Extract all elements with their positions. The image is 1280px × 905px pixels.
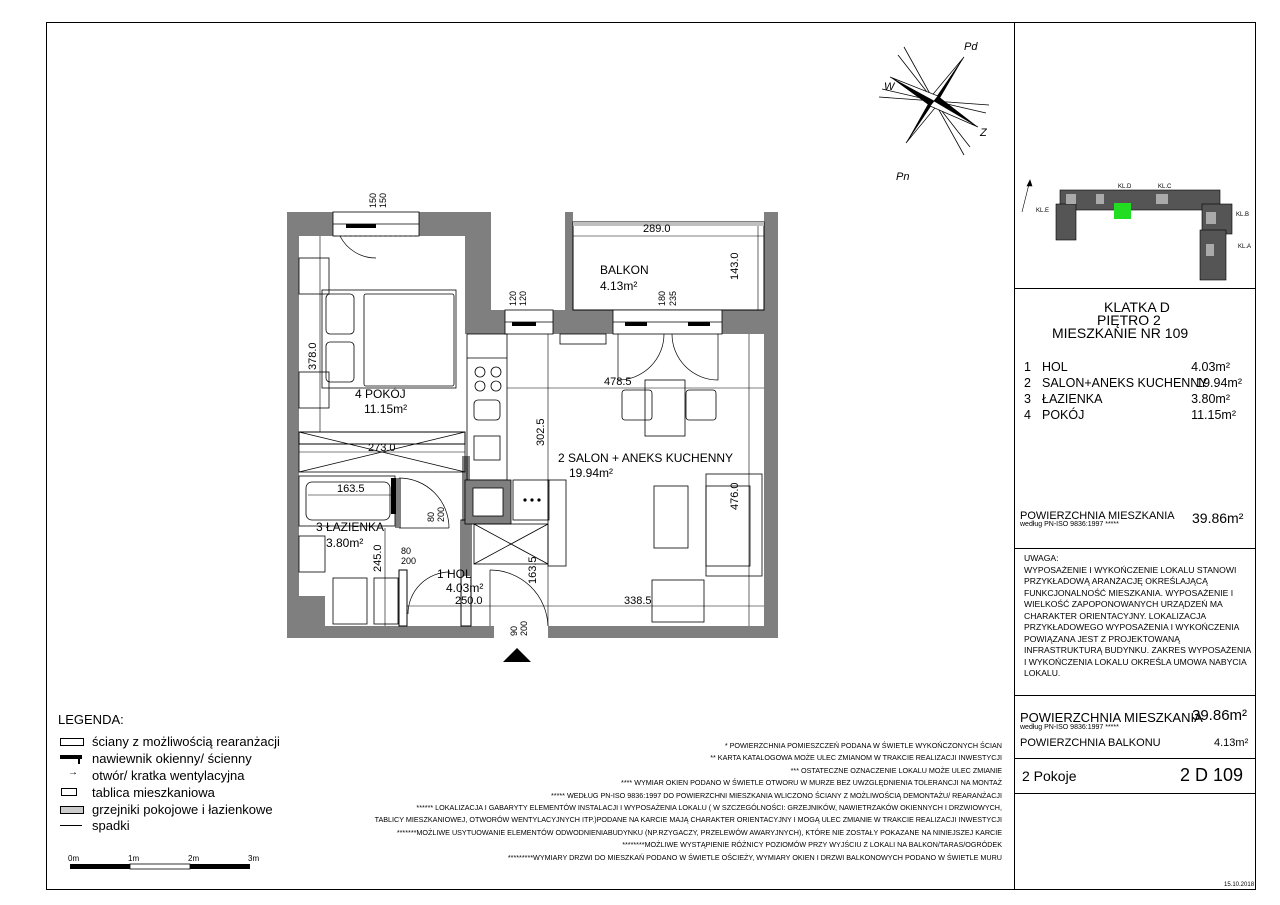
- door-80b: 80: [401, 546, 412, 556]
- key-plan: [1016, 174, 1254, 284]
- divider: [1014, 793, 1256, 794]
- win-120a: 120: [508, 290, 518, 306]
- rooms-list: [1024, 360, 1246, 424]
- dim-289: 289.0: [643, 223, 671, 235]
- uwaga-notice: UWAGA: WYPOSAŻENIE I WYKOŃCZENIE LOKALU STANOWI PRZYKŁADOWĄ ARANŻACJĘ OKREŚLAJĄCĄ FUNKCJONALNOŚĆ MIESZKANIA. WYPOSAŻENIE I WIELKOŚĆ ZAPOPONOWANYCH URZĄDZEŃ MA CHARAKTER ORIENTACYJNY. LOKALIZACJA PRZYKŁADOWEGO WYPOSAŻENIA I WYKOŃCZENIA POWIĄZANA JEST Z PROJEKTOWANĄ INFRASTRUKTURĄ BUDYNKU. ZAKRES WYPOSAŻENIA I WYKOŃCZENIA LOKALU OKREŚLA UMOWA NABYCIA LOKALU.: [1024, 553, 1252, 678]
- door-200c: 200: [519, 620, 529, 636]
- footnotes: * POWIERZCHNIA POMIESZCZEŃ PODANA W ŚWIETLE WYKOŃCZONYCH ŚCIAN ** KARTA KATALOGOWA MOŻE ULEC ZMIANOM W TRAKCIE REALIZACJI INWESTYCJI *** OSTATECZNE OZNACZENIE LOKALU MOŻE ULEC ZMIANIE **** WYMIAR OKIEN PODANO W ŚWIETLE OTWORU W MURZE BEZ UWZGLĘDNIENIA TOLERANCJI NA MONTAŻ ***** WEDŁUG PN-ISO 9836:1997 DO POWIERZCHNI MIESZKANIA WLICZONO ŚCIANY Z MOŻLIWOŚCIĄ DEMONTAŻU/ REARANŻACJI ****** LOKALIZACJA I GABARYTY ELEMENTÓW INSTALACJI I WYPOSAŻENIA LOKALU ( W SZCZEGÓLNOŚCI: GRZEJNIKÓW, NAWIETRZAKÓW OKIENNYCH I DRZWIOWYCH, TABLICY MIESZKANIOWEJ, OTWORÓW WENTYLACYJNYCH ITP.)PODANE NA KARCIE MAJĄ CHARAKTER ORIENTACYJNY I MOGĄ ULEC ZMIANIE W TRAKCIE REALIZACJI INWESTYCJI *******MOŻLIWE USYTUOWANIE ELEMENTÓW ODWODNIENIABUDYNKU (NP.RZYGACZY, PRZELEWÓW AWARYJNYCH), KTÓRE NIE ZOSTAŁY POKAZANE NA NINIEJSZEJ KARCIE ********MOŻLIWE WYSTĄPIENIE RÓŻNICY POZIOMÓW PRZY WYJŚCIU Z LOKALI NA BALKON/TARAS/OGRÓDEK *********WYMIARY DRZWI DO MIESZKAŃ PODANO W ŚWIETLE OŚCIEŻY, WYMIARY OKIEN I DRZWI BALKONOWYCH PODANO W ŚWIETLE MURU: [374, 741, 1002, 862]
- win-180: 180: [657, 290, 667, 306]
- wall-symbol-icon: [58, 735, 86, 747]
- legend-title: LEGENDA:: [58, 712, 124, 727]
- summary-area-label: POWIERZCHNIA MIESZKANIA: [1020, 710, 1203, 725]
- svg-text:KL.D: KL.D: [1118, 184, 1132, 190]
- legend-item: tablica mieszkaniowa: [58, 784, 215, 800]
- mieszkanie-title: MIESZKANIE NR 109: [1052, 325, 1189, 341]
- dim-302: 302.5: [535, 418, 547, 446]
- legend-item: grzejniki pokojowe i łazienkowe: [58, 801, 273, 817]
- room-row: 2 SALON+ANEKS KUCHENNY 19.94m²: [1024, 376, 1242, 390]
- win-235: 235: [668, 290, 678, 306]
- svg-text:0m: 0m: [68, 854, 80, 863]
- door-200b: 200: [401, 556, 417, 566]
- compass-s: Pd: [964, 41, 978, 53]
- arrow-symbol-icon: →: [68, 767, 78, 778]
- legend-item: ściany z możliwością rearanżacji: [58, 733, 280, 749]
- room-label-lazienka: 3 ŁAZIENKA: [316, 520, 385, 534]
- dim-250: 250.0: [455, 595, 483, 607]
- door-80a: 80: [426, 511, 436, 522]
- dim-338: 338.5: [624, 595, 652, 607]
- radiator-symbol-icon: [58, 803, 86, 815]
- room-row: 4 POKÓJ 11.15m²: [1024, 408, 1236, 422]
- area-box-label: POWIERZCHNIA MIESZKANIA: [1020, 510, 1175, 522]
- dim-478: 478.5: [604, 376, 632, 388]
- room-area-hol: 4.03m²: [446, 581, 484, 595]
- scale-bar: [60, 852, 280, 872]
- unit-code: 2 D 109: [1180, 765, 1244, 785]
- legend-item: spadki: [58, 817, 130, 833]
- dim-143: 143.0: [729, 252, 741, 280]
- balkon-label: BALKON: [600, 263, 649, 277]
- summary-area-sub: według PN-ISO 9836:1997 *****: [1020, 724, 1119, 731]
- door-200a: 200: [436, 506, 446, 522]
- svg-text:KL.B: KL.B: [1236, 212, 1250, 218]
- summary-area-value: 39.86m²: [1192, 707, 1248, 724]
- room-area-lazienka: 3.80m²: [326, 536, 364, 550]
- compass-w: W: [884, 81, 895, 93]
- dim-273: 273.0: [368, 442, 396, 454]
- room-area-salon: 19.94m²: [569, 466, 614, 480]
- dim-163a: 163.5: [337, 483, 365, 495]
- panel-symbol-icon: [58, 786, 86, 798]
- compass-e: Z: [980, 127, 987, 139]
- rooms-count: 2 Pokoje: [1022, 768, 1077, 784]
- area-box-sub: według PN-ISO 9836:1997 *****: [1020, 521, 1119, 528]
- svg-text:3m: 3m: [248, 854, 260, 863]
- divider: [1014, 695, 1256, 696]
- klatka-title: KLATKA D: [1104, 299, 1170, 315]
- dim-163b: 163.5: [527, 556, 539, 584]
- sheet-date: 15.10.2018: [1224, 882, 1255, 888]
- uwaga-title: UWAGA:: [1024, 553, 1059, 563]
- door-90: 90: [509, 625, 519, 636]
- area-box-value: 39.86m²: [1192, 510, 1244, 526]
- compass-n: Pn: [896, 171, 910, 183]
- room-row: 1 HOL 4.03m²: [1024, 360, 1230, 374]
- summary-balcony-value: 4.13m²: [1214, 737, 1249, 749]
- legend-item: → otwór/ kratka wentylacyjna: [58, 767, 244, 783]
- room-label-pokoj: 4 POKÓJ: [355, 387, 406, 401]
- legend-item: nawiewnik okienny/ ścienny: [58, 750, 252, 766]
- summary-balcony-label: POWIERZCHNIA BALKONU: [1020, 737, 1161, 749]
- room-row: 3 ŁAZIENKA 3.80m²: [1024, 392, 1230, 406]
- svg-text:KL.E: KL.E: [1036, 208, 1050, 214]
- slope-symbol-icon: [58, 819, 86, 831]
- room-area-pokoj: 11.15m²: [364, 402, 408, 416]
- vent-symbol-icon: [58, 752, 86, 764]
- svg-text:KL.A: KL.A: [1238, 244, 1252, 250]
- compass-rose: [879, 47, 989, 155]
- svg-text:KL.C: KL.C: [1158, 184, 1172, 190]
- win-120b: 120: [518, 290, 528, 306]
- room-label-salon: 2 SALON + ANEKS KUCHENNY: [558, 451, 734, 465]
- side-panel-divider: [1014, 22, 1015, 890]
- dim-476: 476.0: [729, 482, 741, 510]
- win-150b: 150: [378, 192, 388, 208]
- divider: [1014, 288, 1256, 289]
- room-label-hol: 1 HOL: [437, 567, 472, 581]
- entrance-marker: [503, 648, 531, 662]
- dim-378: 378.0: [307, 342, 319, 370]
- balkon-area: 4.13m²: [600, 279, 638, 293]
- unit-highlight: [1114, 203, 1131, 219]
- svg-text:2m: 2m: [188, 854, 200, 863]
- dim-245: 245.0: [372, 544, 384, 572]
- win-150a: 150: [368, 192, 378, 208]
- divider: [1014, 758, 1256, 759]
- divider: [1014, 548, 1256, 549]
- svg-text:1m: 1m: [128, 854, 140, 863]
- pietro-title: PIĘTRO 2: [1097, 312, 1161, 328]
